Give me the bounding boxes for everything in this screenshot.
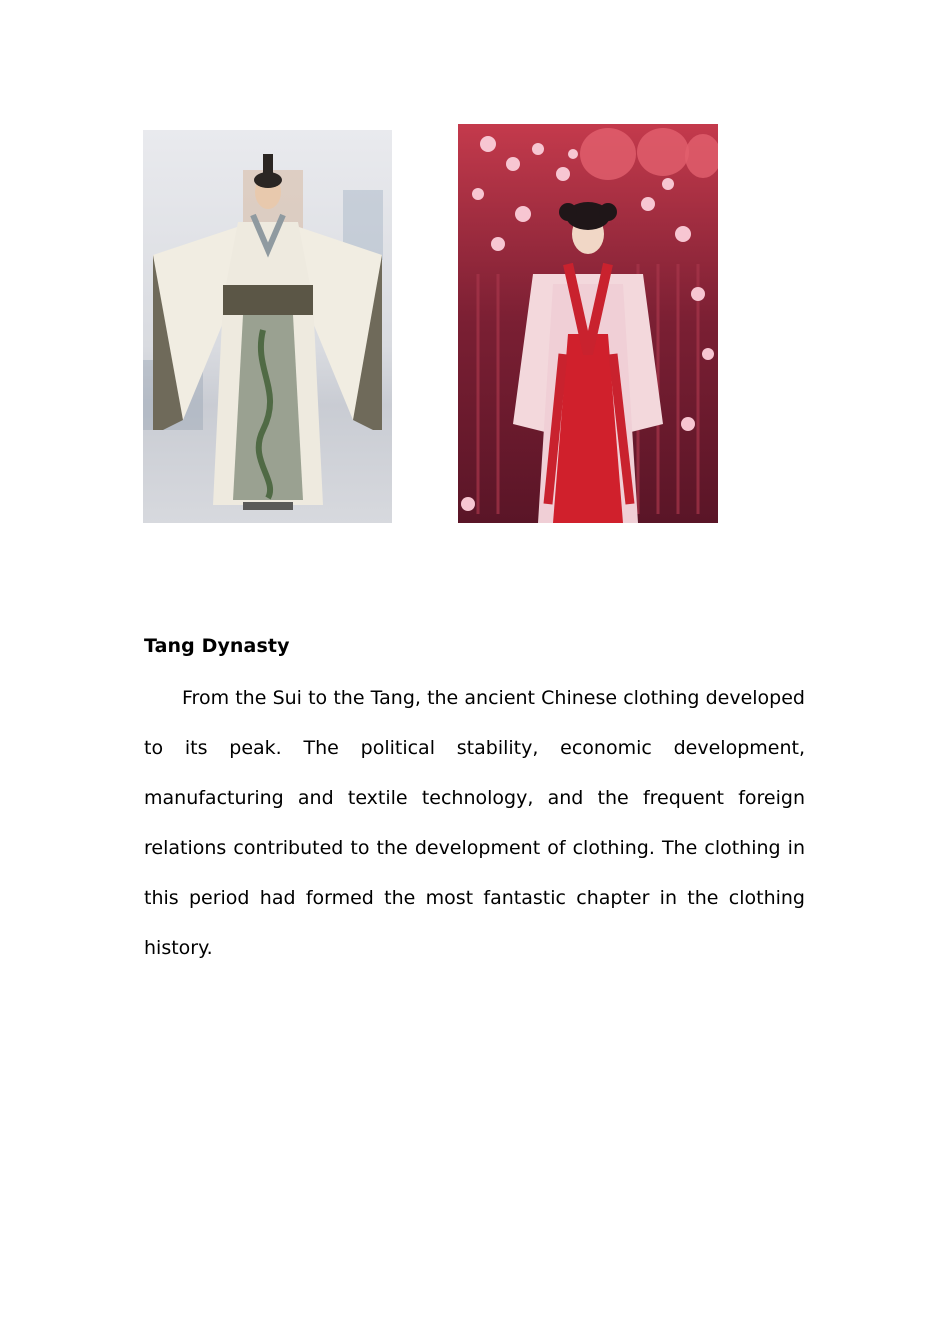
section-paragraph: From the Sui to the Tang, the ancient Chinese clothing developed to its peak. The political stability, economic development, manufacturing and textile technology, and the frequent foreign relations contributed to the development of clothing. The clothing in this period had formed the most fantastic chapter in the clothing history. xyxy=(144,687,805,959)
section-heading: Tang Dynasty xyxy=(144,635,290,657)
photo-man-hanfu xyxy=(143,130,392,523)
photo-man-hanfu-illustration xyxy=(143,130,392,523)
photo-woman-hanfu-illustration xyxy=(458,124,718,523)
photo-woman-hanfu xyxy=(458,124,718,523)
